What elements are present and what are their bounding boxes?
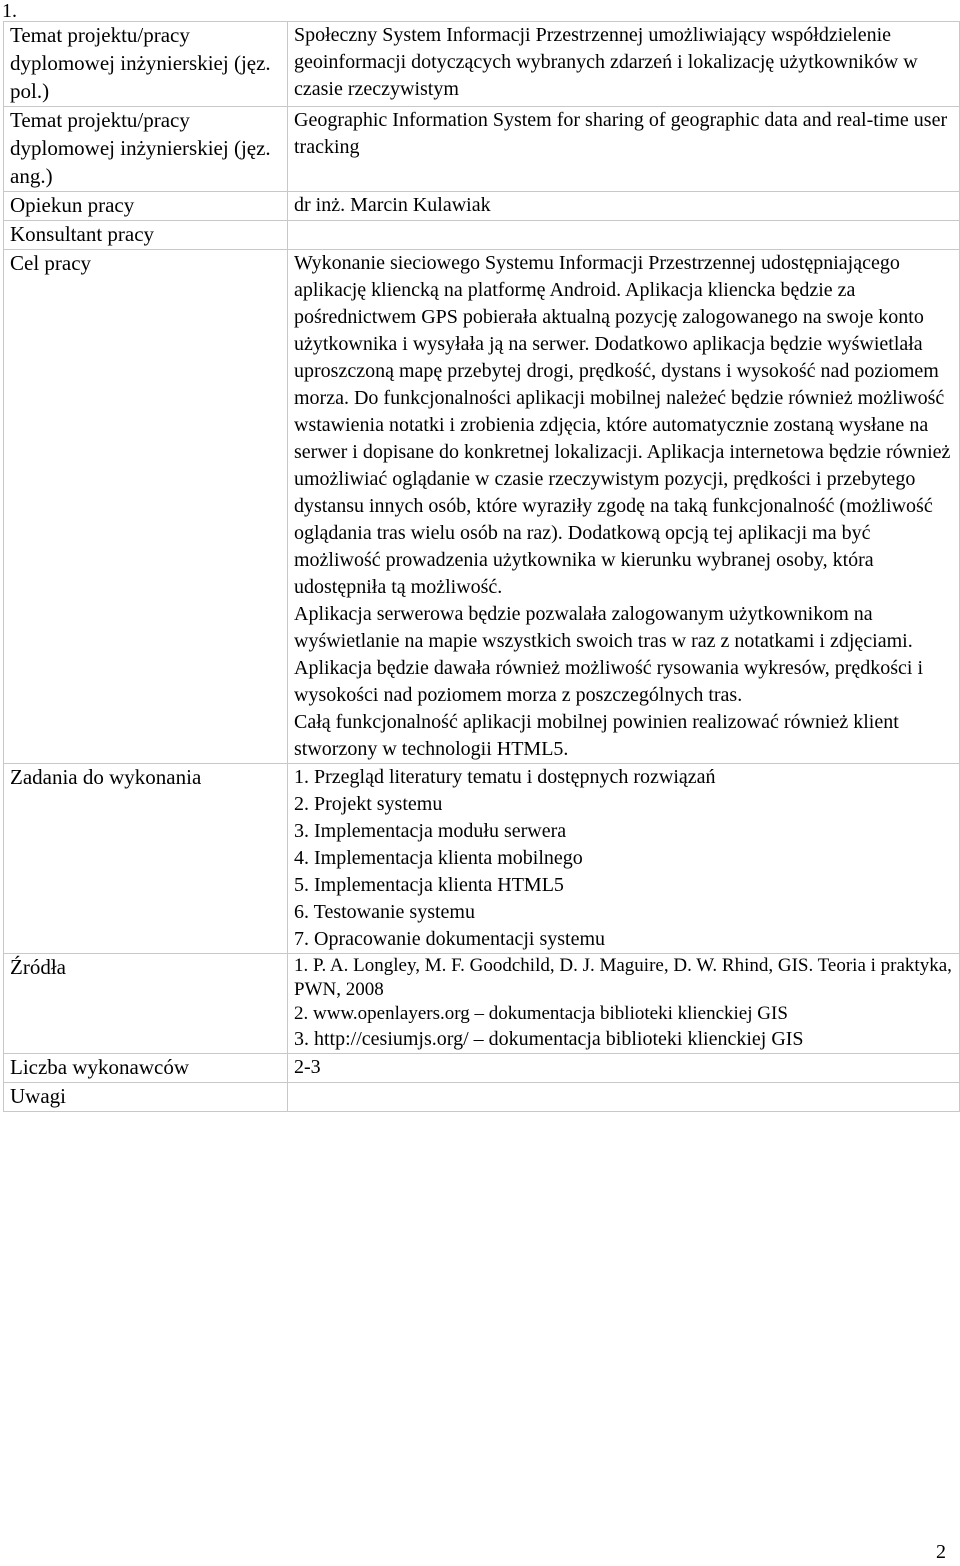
label-cell	[4, 764, 288, 954]
row-notes	[4, 1083, 960, 1112]
label-cell	[4, 250, 288, 764]
task-item: 5. Implementacja klienta HTML5	[294, 874, 564, 896]
project-info-table	[3, 21, 960, 1112]
notes-label: Uwagi	[10, 1084, 66, 1108]
goal-paragraph: Wykonanie sieciowego Systemu Informacji Przestrzennej udostępniającego aplikację kliencką na platformę Android. Aplikacja kliencka będzie za pośrednictwem GPS pobierała aktualną pozycję zalogowanego na swoje konto użytkownika i wysyłała ją na serwer. Dodatkowo aplikacja będzie wyświetlała uproszczoną mapę przebytej drogi, prędkość, dystans i wysokość nad poziomem morza. Do funkcjonalności aplikacji mobilnej należeć będzie również możliwość wstawienia notatki i zrobienia zdjęcia, które automatycznie zostaną wysłane na serwer i dopisane do konkretnej lokalizacji. Aplikacja internetowa będzie również umożliwiać oglądanie w czasie rzeczywistym pozycji, prędkości i przebytego dystansu innych osób, które wyraziły zgodę na taką funkcjonalność (możliwość oglądania tras wielu osób na raz). Dodatkową opcją tej aplikacji ma być możliwość prowadzenia użytkownika w kierunku wybranej osoby, która udostępniła tą możliwość.	[294, 252, 951, 598]
label-cell	[4, 1054, 288, 1083]
value-cell	[288, 250, 960, 764]
topic-pl-value: Społeczny System Informacji Przestrzennej umożliwiający współdzielenie geoinformacji dotyczących wybranych zdarzeń i lokalizację użytkowników w czasie rzeczywistym	[294, 24, 918, 100]
task-item: 1. Przegląd literatury tematu i dostępnych rozwiązań	[294, 766, 716, 788]
value-cell	[288, 1054, 960, 1083]
goal-label: Cel pracy	[10, 251, 92, 275]
task-item: 4. Implementacja klienta mobilnego	[294, 847, 583, 869]
value-cell	[288, 192, 960, 221]
label-cell	[4, 954, 288, 1054]
row-topic-en	[4, 107, 960, 192]
value-cell	[288, 1083, 960, 1112]
topic-pl-label: Temat projektu/pracy dyplomowej inżynierskiej (jęz. pol.)	[10, 23, 271, 103]
value-cell	[288, 22, 960, 107]
row-sources	[4, 954, 960, 1054]
label-cell	[4, 221, 288, 250]
label-cell	[4, 192, 288, 221]
value-cell	[288, 221, 960, 250]
label-cell	[4, 22, 288, 107]
supervisor-value: dr inż. Marcin Kulawiak	[294, 194, 491, 216]
tasks-label: Zadania do wykonania	[10, 765, 202, 789]
value-cell	[288, 954, 960, 1054]
source-item: 1. P. A. Longley, M. F. Goodchild, D. J. Maguire, D. W. Rhind, GIS. Teoria i praktyka, PWN, 2008	[294, 955, 952, 1000]
value-cell	[288, 107, 960, 192]
row-goal	[4, 250, 960, 764]
task-item: 2. Projekt systemu	[294, 793, 443, 815]
item-number: 1.	[2, 0, 17, 22]
authors-count-value: 2-3	[294, 1056, 321, 1078]
topic-en-value: Geographic Information System for sharing of geographic data and real-time user tracking	[294, 109, 948, 158]
row-supervisor	[4, 192, 960, 221]
task-item: 6. Testowanie systemu	[294, 901, 475, 923]
row-authors-count	[4, 1054, 960, 1083]
topic-en-label: Temat projektu/pracy dyplomowej inżynierskiej (jęz. ang.)	[10, 108, 271, 188]
row-tasks	[4, 764, 960, 954]
sources-label: Źródła	[10, 955, 66, 979]
label-cell	[4, 1083, 288, 1112]
goal-paragraph: Aplikacja serwerowa będzie pozwalała zalogowanym użytkownikom na wyświetlanie na mapie wszystkich swoich tras w raz z notatkami i zdjęciami. Aplikacja będzie dawała również możliwość rysowania wykresów, prędkości i wysokości nad poziomem morza z poszczególnych tras.	[294, 603, 924, 706]
supervisor-label: Opiekun pracy	[10, 193, 135, 217]
authors-count-label: Liczba wykonawców	[10, 1055, 190, 1079]
row-topic-pl	[4, 22, 960, 107]
label-cell	[4, 107, 288, 192]
row-consultant	[4, 221, 960, 250]
task-item: 3. Implementacja modułu serwera	[294, 820, 567, 842]
source-item: 2. www.openlayers.org – dokumentacja biblioteki klienckiej GIS	[294, 1003, 788, 1024]
goal-paragraph: Całą funkcjonalność aplikacji mobilnej powinien realizować również klient stworzony w technologii HTML5.	[294, 711, 899, 760]
source-item: 3. http://cesiumjs.org/ – dokumentacja biblioteki klienckiej GIS	[294, 1028, 804, 1050]
value-cell	[288, 764, 960, 954]
task-item: 7. Opracowanie dokumentacji systemu	[294, 928, 606, 950]
consultant-label: Konsultant pracy	[10, 222, 155, 246]
page-number: 2	[936, 1541, 946, 1563]
